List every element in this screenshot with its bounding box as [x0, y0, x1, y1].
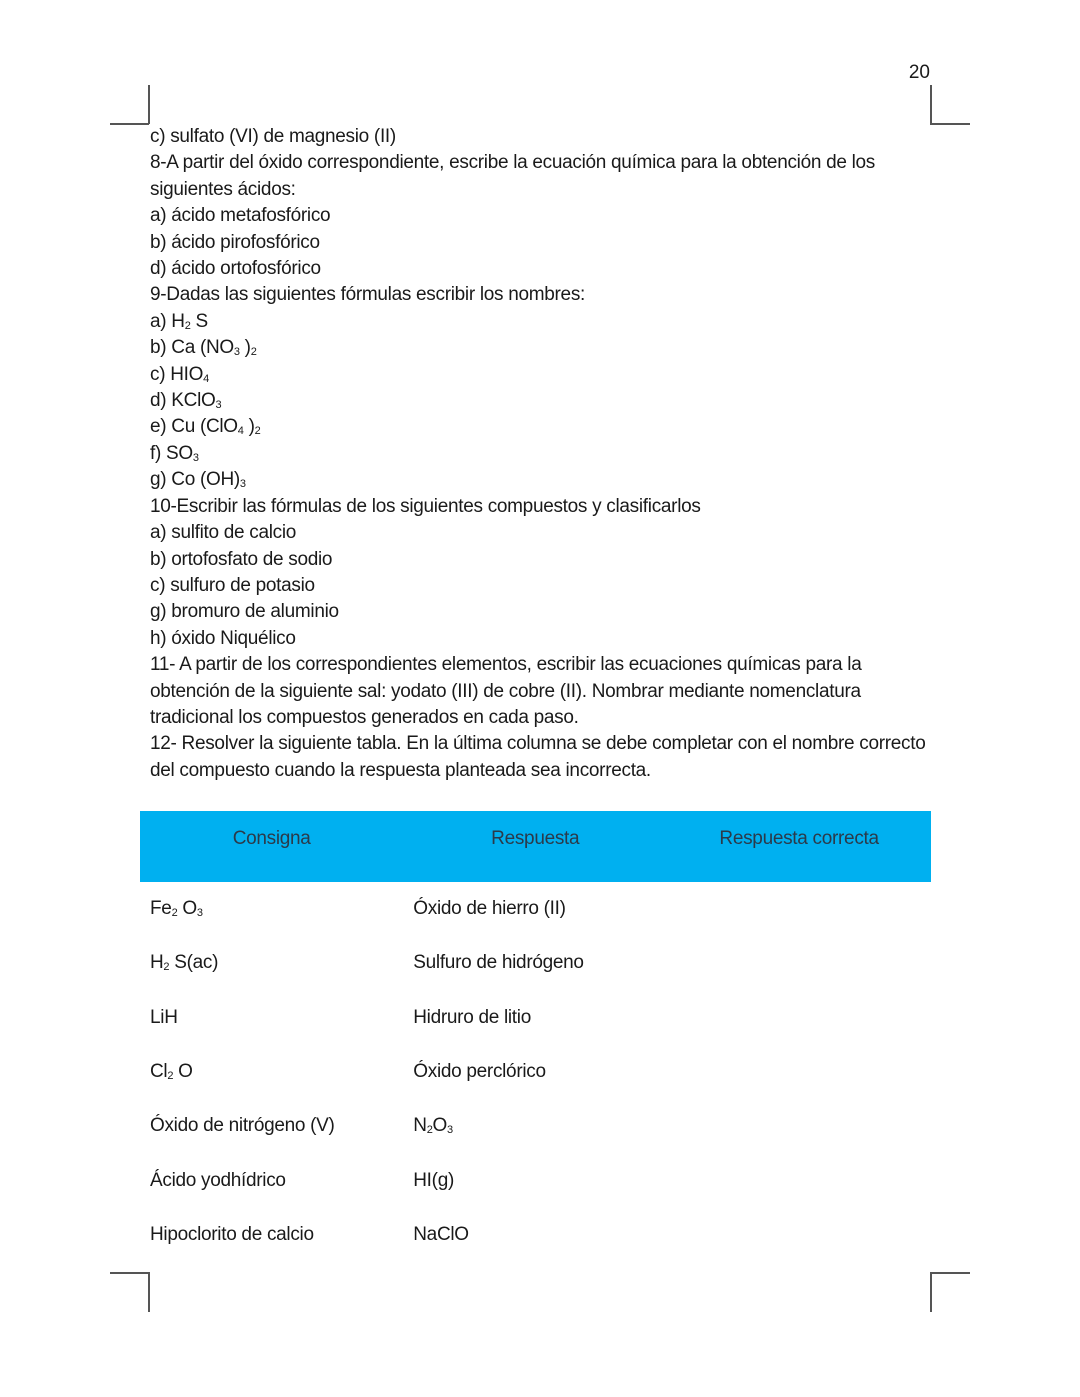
table-header-row — [140, 811, 931, 882]
subscript: 2 — [426, 1124, 433, 1137]
crop-mark-top-right-v — [930, 85, 932, 124]
table-row — [140, 1153, 931, 1207]
formula-item — [150, 388, 930, 414]
exercise-text — [150, 124, 930, 784]
table-row — [140, 991, 931, 1045]
cell-respuesta-correcta — [667, 936, 931, 990]
subscript: 3 — [239, 478, 246, 491]
question-12-line-1: 12- Resolver la siguiente tabla. En la última columna se debe completar con el nombre correcto — [150, 733, 926, 755]
formula-part: Ácido yodhídrico — [150, 1169, 286, 1191]
question-10: 10-Escribir las fórmulas de los siguientes compuestos y clasificarlos — [150, 495, 701, 517]
crop-mark-top-left-h — [110, 123, 149, 125]
subscript: 2 — [171, 907, 178, 920]
formula-part: d) KClO — [150, 390, 216, 412]
page-number: 20 — [908, 62, 930, 83]
formula-part: O — [432, 1115, 447, 1137]
answers-table — [140, 811, 931, 1262]
formula-part: c) HIO — [150, 363, 204, 385]
column-header-respuesta-correcta: Respuesta correcta — [667, 811, 931, 882]
formula-part: HI(g) — [413, 1169, 454, 1191]
question-11-line-2: obtención de la siguiente sal: yodato (III) de cobre (II). Nombrar mediante nomenclatura — [150, 680, 861, 702]
cell-respuesta — [403, 991, 667, 1045]
cell-consigna — [140, 1045, 403, 1099]
formula-part: Fe — [150, 898, 172, 920]
subscript: 3 — [192, 451, 199, 464]
cell-consigna — [140, 1153, 403, 1207]
list-item: a) sulfito de calcio — [150, 522, 297, 544]
subscript: 3 — [215, 399, 222, 412]
formula-part: LiH — [150, 1006, 178, 1028]
formula-item — [150, 362, 930, 388]
table-row — [140, 1208, 931, 1262]
crop-mark-top-right-h — [930, 123, 970, 125]
cell-consigna — [140, 1208, 403, 1262]
formula-item — [150, 441, 930, 467]
formula-part: Óxido perclórico — [413, 1061, 546, 1083]
text-line: c) sulfato (VI) de magnesio (II) — [150, 126, 396, 147]
list-item: g) bromuro de aluminio — [150, 601, 339, 623]
question-11-line-1: 11- A partir de los correspondientes elementos, escribir las ecuaciones químicas para la — [150, 654, 862, 676]
formula-part: S(ac) — [169, 952, 219, 974]
list-item: h) óxido Niquélico — [150, 627, 296, 649]
formula-part: N — [413, 1115, 427, 1137]
cell-respuesta-correcta — [667, 1099, 931, 1153]
column-header-respuesta: Respuesta — [403, 811, 667, 882]
formula-part: S — [190, 310, 208, 332]
table-row — [140, 882, 931, 936]
formula-part: O — [173, 1061, 193, 1083]
formula-part: Cl — [150, 1061, 168, 1083]
subscript: 2 — [167, 1070, 174, 1083]
cell-consigna — [140, 991, 403, 1045]
formula-item — [150, 414, 930, 440]
subscript: 2 — [254, 425, 261, 438]
cell-respuesta — [403, 1099, 667, 1153]
formula-part: ) — [243, 416, 255, 438]
cell-consigna — [140, 936, 403, 990]
crop-mark-top-left-v — [148, 85, 150, 124]
subscript: 2 — [250, 346, 257, 359]
question-8-line-2: siguientes ácidos: — [150, 178, 296, 200]
formula-part: H — [150, 952, 164, 974]
cell-respuesta — [403, 1045, 667, 1099]
cell-respuesta-correcta — [667, 991, 931, 1045]
crop-mark-bottom-left-v — [148, 1272, 150, 1312]
formula-part: e) Cu (ClO — [150, 416, 238, 438]
cell-respuesta — [403, 1153, 667, 1207]
question-12-line-2: del compuesto cuando la respuesta planteada sea incorrecta. — [150, 759, 651, 781]
subscript: 4 — [203, 372, 209, 385]
question-9: 9-Dadas las siguientes fórmulas escribir los nombres: — [150, 284, 586, 306]
subscript: 3 — [447, 1124, 453, 1137]
crop-mark-bottom-right-h — [930, 1272, 970, 1274]
subscript: 3 — [233, 346, 240, 359]
formula-part: b) Ca (NO — [150, 337, 234, 359]
formula-item — [150, 467, 930, 493]
formula-part: Hidruro de litio — [413, 1006, 531, 1028]
formula-item — [150, 335, 930, 361]
list-item: d) ácido ortofosfórico — [150, 258, 321, 280]
formula-item — [150, 309, 930, 335]
table-row — [140, 1045, 931, 1099]
crop-mark-bottom-right-v — [930, 1272, 932, 1312]
formula-part: ) — [239, 337, 251, 359]
column-header-consigna: Consigna — [140, 811, 403, 882]
cell-consigna — [140, 882, 403, 936]
list-item: a) ácido metafosfórico — [150, 205, 331, 227]
cell-respuesta — [403, 882, 667, 936]
formula-part: Sulfuro de hidrógeno — [413, 952, 584, 974]
table-row — [140, 1099, 931, 1153]
formula-part: f) SO — [150, 442, 193, 464]
cell-respuesta-correcta — [667, 1208, 931, 1262]
subscript: 2 — [163, 961, 170, 974]
cell-respuesta-correcta — [667, 882, 931, 936]
cell-respuesta-correcta — [667, 1153, 931, 1207]
formula-part: Hipoclorito de calcio — [150, 1223, 314, 1245]
question-11-line-3: tradicional los compuestos generados en cada paso. — [150, 706, 579, 728]
cell-respuesta — [403, 1208, 667, 1262]
question-8-line-1: 8-A partir del óxido correspondiente, escribe la ecuación química para la obtención de los — [150, 152, 876, 174]
subscript: 3 — [196, 907, 203, 920]
list-item: b) ortofosfato de sodio — [150, 548, 333, 570]
list-item: c) sulfuro de potasio — [150, 574, 315, 596]
formula-part: g) Co (OH) — [150, 469, 240, 491]
table-row — [140, 936, 931, 990]
crop-mark-bottom-left-h — [110, 1272, 149, 1274]
formula-part: O — [177, 898, 197, 920]
cell-respuesta — [403, 936, 667, 990]
cell-respuesta-correcta — [667, 1045, 931, 1099]
formula-part: a) H — [150, 310, 185, 332]
cell-consigna — [140, 1099, 403, 1153]
subscript: 2 — [184, 319, 191, 332]
formula-part: Óxido de hierro (II) — [413, 898, 566, 920]
formula-part: Óxido de nitrógeno (V) — [150, 1115, 335, 1137]
list-item: b) ácido pirofosfórico — [150, 231, 320, 253]
formula-part: NaClO — [413, 1223, 469, 1245]
subscript: 4 — [237, 425, 244, 438]
